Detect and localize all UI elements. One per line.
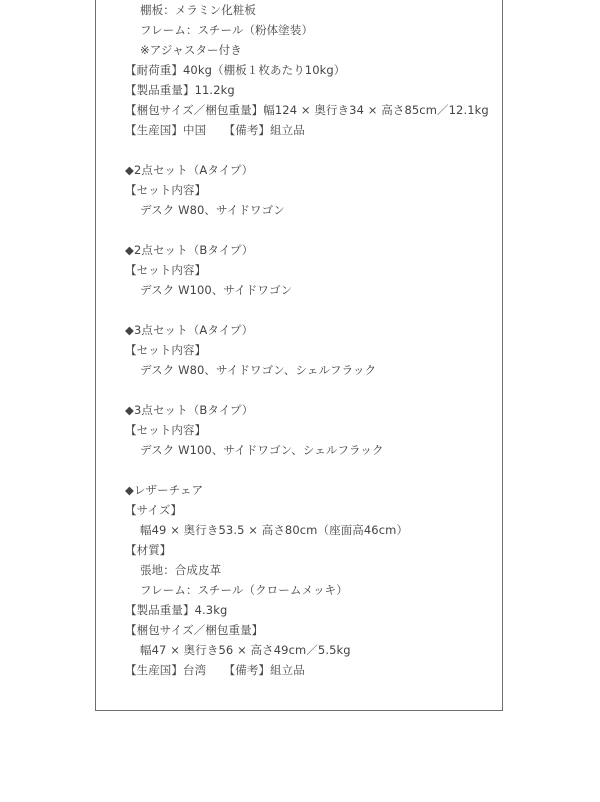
spec-line: 【耐荷重】40kg（棚板１枚あたり10kg） bbox=[125, 63, 346, 77]
spec-line: 張地：合成皮革 bbox=[140, 563, 222, 577]
spec-line: フレーム：スチール（クロームメッキ） bbox=[140, 583, 348, 597]
spec-line: 【材質】 bbox=[125, 543, 172, 557]
spec-line: 【梱包サイズ／梱包重量】幅124 × 奥行き34 × 高さ85cm／12.1kg bbox=[125, 103, 489, 117]
spec-line: 【生産国】中国 【備考】組立品 bbox=[125, 123, 305, 137]
spec-line: 【製品重量】11.2kg bbox=[125, 83, 235, 97]
spec-line: 【生産国】台湾 【備考】組立品 bbox=[125, 663, 305, 677]
spec-line: 幅49 × 奥行き53.5 × 高さ80cm（座面高46cm） bbox=[140, 523, 409, 537]
spec-line: デスク W80、サイドワゴン bbox=[140, 203, 285, 217]
spec-line: ◆レザーチェア bbox=[125, 483, 204, 497]
spec-line: 【梱包サイズ／梱包重量】 bbox=[125, 623, 264, 637]
spec-line: 【セット内容】 bbox=[125, 423, 207, 437]
spec-line: 【サイズ】 bbox=[125, 503, 183, 517]
blank-line bbox=[125, 460, 503, 480]
spec-line: デスク W100、サイドワゴン bbox=[140, 283, 293, 297]
spec-line: デスク W100、サイドワゴン、シェルフラック bbox=[140, 443, 384, 457]
blank-line bbox=[125, 220, 503, 240]
spec-line: ◆3点セット（Aタイプ） bbox=[125, 323, 254, 337]
blank-line bbox=[125, 140, 503, 160]
spec-line: 【セット内容】 bbox=[125, 263, 207, 277]
spec-line: 幅47 × 奥行き56 × 高さ49cm／5.5kg bbox=[140, 643, 351, 657]
spec-line: ◆2点セット（Aタイプ） bbox=[125, 163, 254, 177]
spec-line: フレーム：スチール（粉体塗装） bbox=[140, 23, 314, 37]
spec-line: 【セット内容】 bbox=[125, 183, 207, 197]
spec-line: 【セット内容】 bbox=[125, 343, 207, 357]
blank-line bbox=[125, 380, 503, 400]
spec-line: ◆3点セット（Bタイプ） bbox=[125, 403, 254, 417]
spec-line: 【製品重量】4.3kg bbox=[125, 603, 228, 617]
blank-line bbox=[125, 300, 503, 320]
spec-lines bbox=[125, 0, 503, 680]
spec-line: ◆2点セット（Bタイプ） bbox=[125, 243, 254, 257]
spec-line: デスク W80、サイドワゴン、シェルフラック bbox=[140, 363, 377, 377]
spec-line: ※アジャスター付き bbox=[140, 43, 242, 57]
spec-line: 棚板：メラミン化粧板 bbox=[140, 3, 256, 17]
